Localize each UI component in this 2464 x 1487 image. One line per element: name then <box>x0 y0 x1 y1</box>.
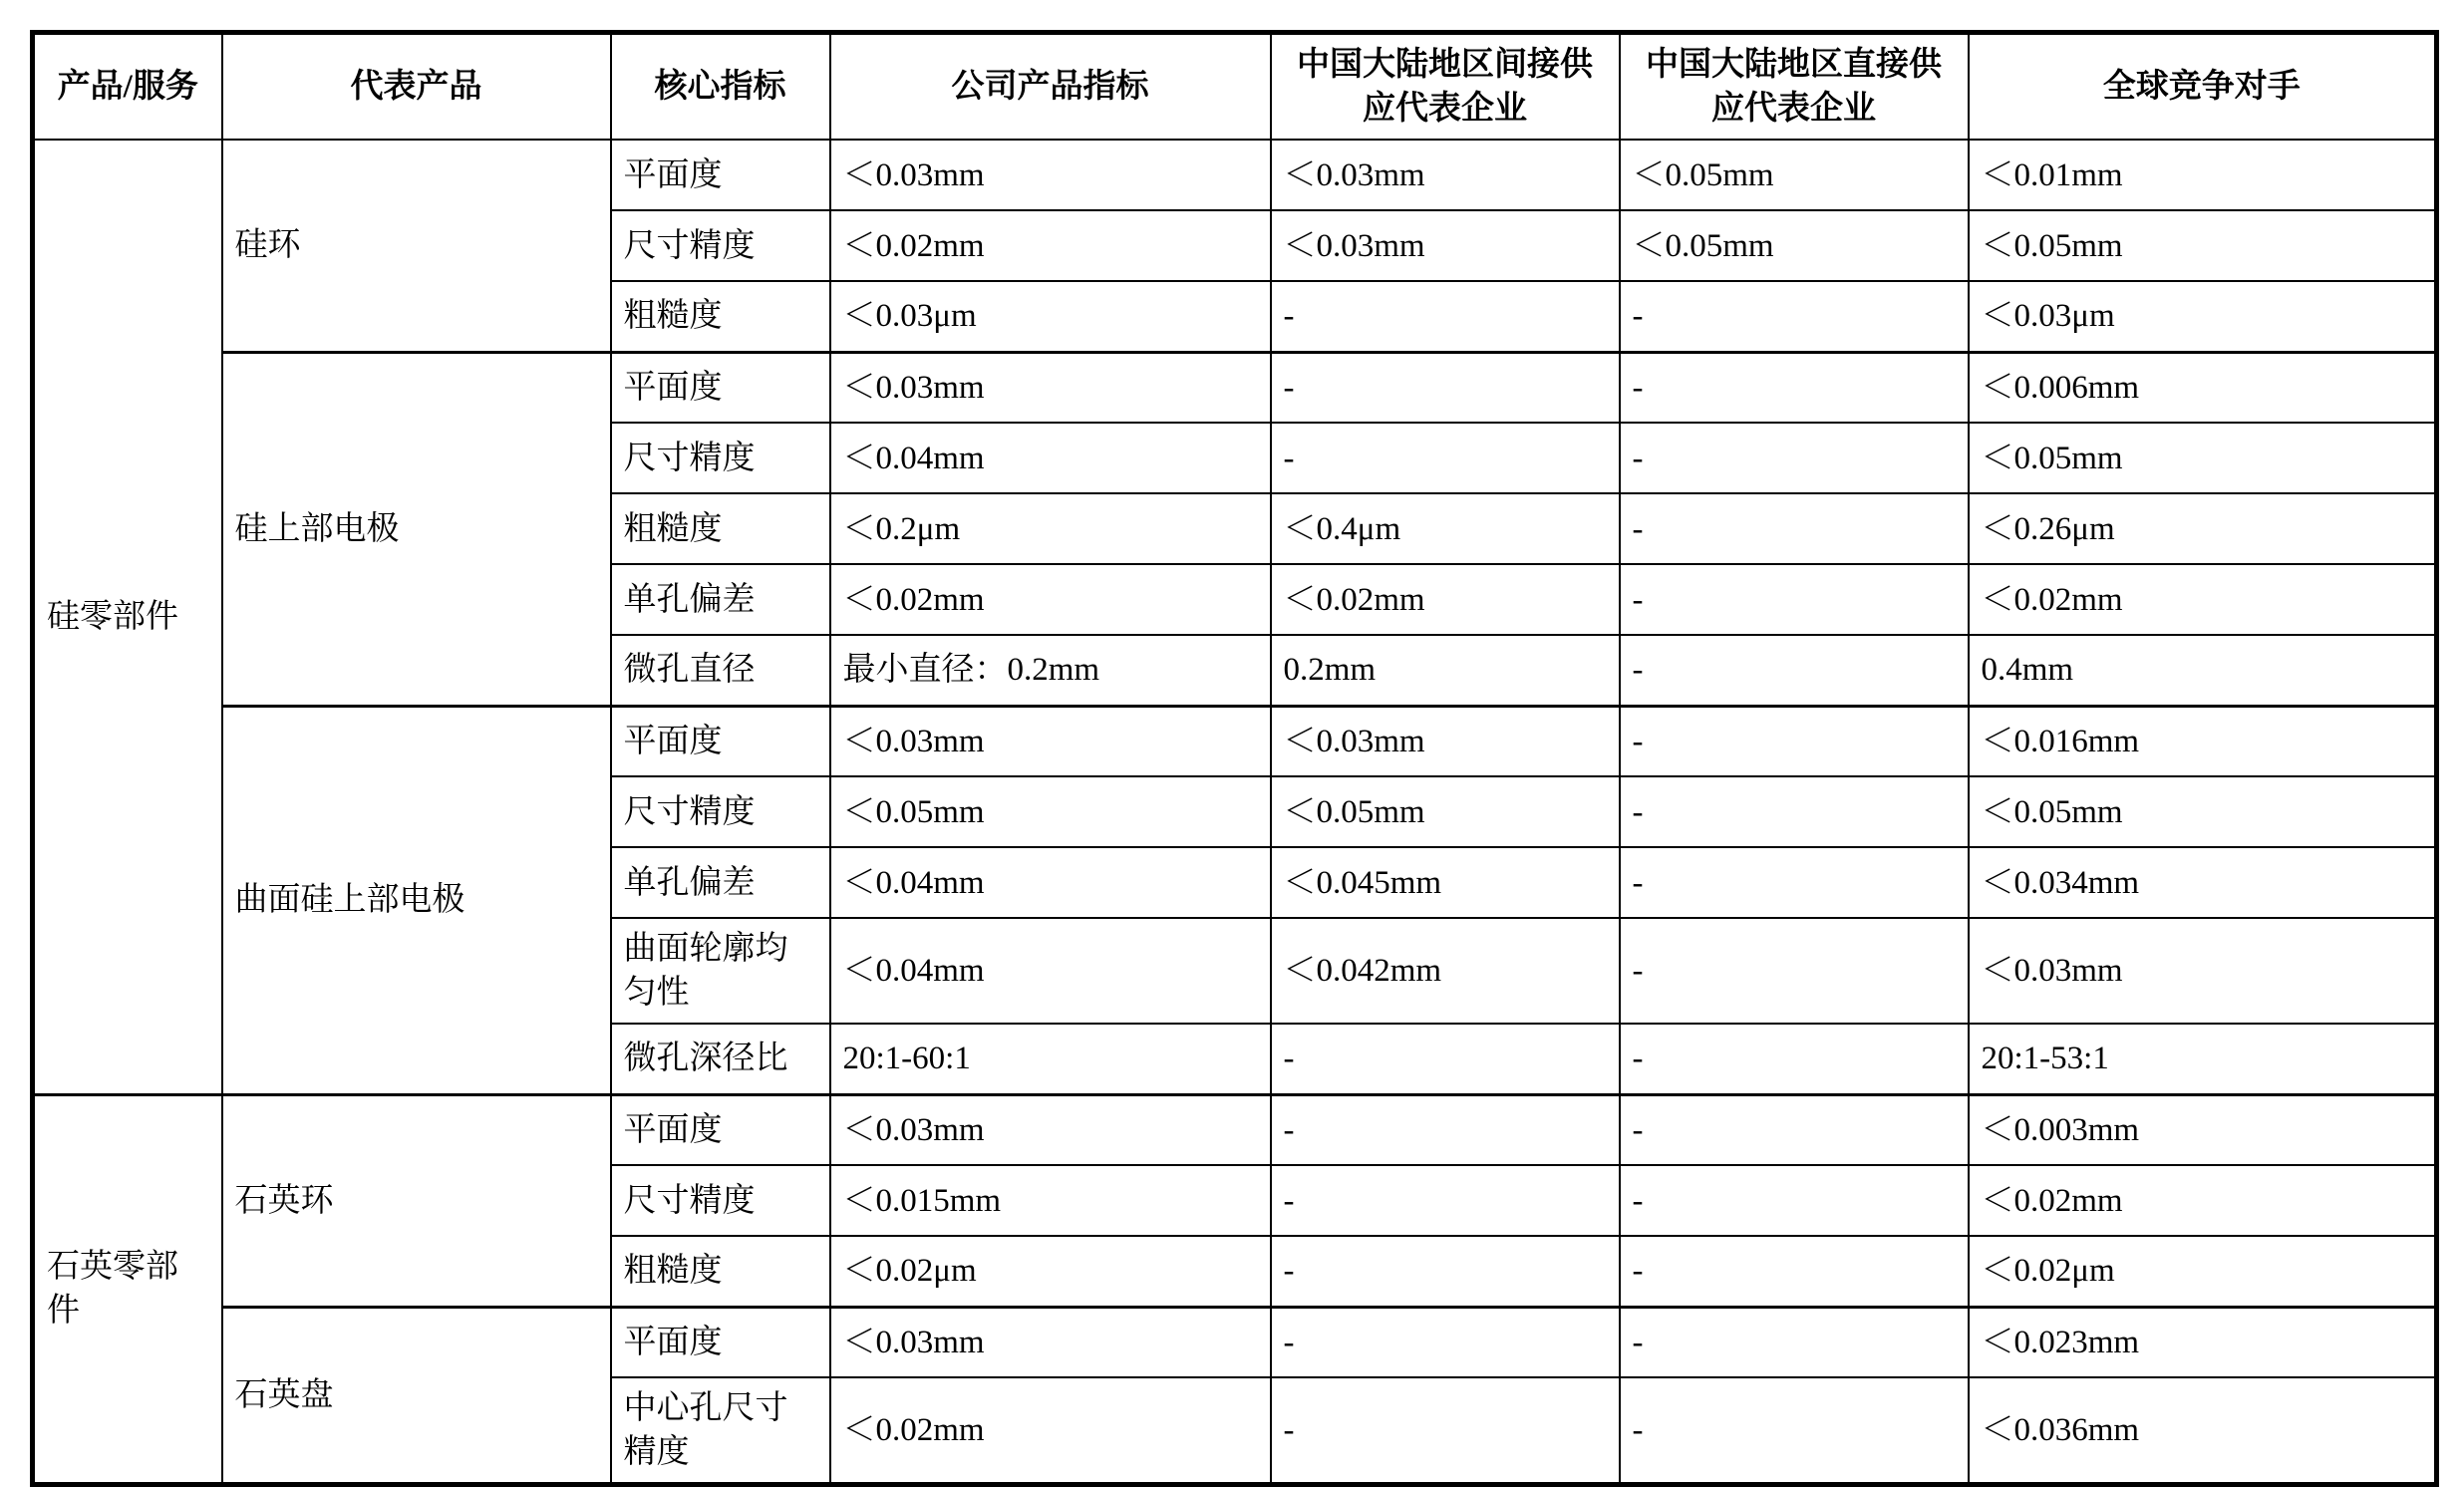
indirect-supply-cell: - <box>1271 1094 1620 1165</box>
table-row <box>33 706 2437 776</box>
company-value-cell: ＜0.04mm <box>830 423 1271 493</box>
category-cell: 石英零部件 <box>33 1094 222 1485</box>
indicator-cell: 粗糙度 <box>611 281 830 352</box>
indicator-cell: 粗糙度 <box>611 493 830 564</box>
global-competitor-cell: ＜0.02mm <box>1969 1165 2437 1236</box>
header-global-competitor: 全球竞争对手 <box>1969 33 2437 141</box>
indirect-supply-cell: - <box>1271 1307 1620 1377</box>
indirect-supply-cell: ＜0.4μm <box>1271 493 1620 564</box>
global-competitor-cell: 20:1-53:1 <box>1969 1024 2437 1094</box>
indicator-cell: 平面度 <box>611 1307 830 1377</box>
table-row <box>33 1094 2437 1165</box>
direct-supply-cell: - <box>1620 706 1969 776</box>
product-cell: 硅环 <box>222 140 611 352</box>
table-row <box>33 140 2437 210</box>
company-value-cell: ＜0.015mm <box>830 1165 1271 1236</box>
indicator-cell: 中心孔尺寸精度 <box>611 1377 830 1485</box>
spec-table-header <box>33 33 2437 141</box>
spec-table-body <box>33 140 2437 1485</box>
indirect-supply-cell: - <box>1271 1024 1620 1094</box>
header-direct-supply: 中国大陆地区直接供应代表企业 <box>1620 33 1969 141</box>
indirect-supply-cell: - <box>1271 1165 1620 1236</box>
company-value-cell: ＜0.03mm <box>830 352 1271 423</box>
direct-supply-cell: - <box>1620 1307 1969 1377</box>
company-value-cell: ＜0.03μm <box>830 281 1271 352</box>
company-value-cell: ＜0.02mm <box>830 210 1271 281</box>
indicator-cell: 粗糙度 <box>611 1236 830 1307</box>
spec-table <box>30 30 2439 1487</box>
header-indirect-supply: 中国大陆地区间接供应代表企业 <box>1271 33 1620 141</box>
indirect-supply-cell: - <box>1271 352 1620 423</box>
header-product-service: 产品/服务 <box>33 33 222 141</box>
indicator-cell: 单孔偏差 <box>611 847 830 918</box>
indirect-supply-cell: 0.2mm <box>1271 635 1620 706</box>
company-value-cell: ＜0.02μm <box>830 1236 1271 1307</box>
direct-supply-cell: - <box>1620 918 1969 1024</box>
indirect-supply-cell: - <box>1271 281 1620 352</box>
global-competitor-cell: 0.4mm <box>1969 635 2437 706</box>
indirect-supply-cell: - <box>1271 1377 1620 1485</box>
indicator-cell: 尺寸精度 <box>611 423 830 493</box>
global-competitor-cell: ＜0.023mm <box>1969 1307 2437 1377</box>
direct-supply-cell: - <box>1620 635 1969 706</box>
company-value-cell: ＜0.2μm <box>830 493 1271 564</box>
indicator-cell: 平面度 <box>611 352 830 423</box>
indicator-cell: 尺寸精度 <box>611 210 830 281</box>
global-competitor-cell: ＜0.036mm <box>1969 1377 2437 1485</box>
global-competitor-cell: ＜0.05mm <box>1969 776 2437 847</box>
direct-supply-cell: - <box>1620 281 1969 352</box>
company-value-cell: 最小直径：0.2mm <box>830 635 1271 706</box>
direct-supply-cell: - <box>1620 1024 1969 1094</box>
indirect-supply-cell: - <box>1271 423 1620 493</box>
direct-supply-cell: - <box>1620 847 1969 918</box>
company-value-cell: ＜0.03mm <box>830 140 1271 210</box>
indicator-cell: 尺寸精度 <box>611 1165 830 1236</box>
direct-supply-cell: - <box>1620 1165 1969 1236</box>
indicator-cell: 平面度 <box>611 1094 830 1165</box>
indirect-supply-cell: ＜0.03mm <box>1271 140 1620 210</box>
direct-supply-cell: ＜0.05mm <box>1620 140 1969 210</box>
product-cell: 硅上部电极 <box>222 352 611 706</box>
indirect-supply-cell: ＜0.045mm <box>1271 847 1620 918</box>
global-competitor-cell: ＜0.003mm <box>1969 1094 2437 1165</box>
indicator-cell: 曲面轮廓均匀性 <box>611 918 830 1024</box>
global-competitor-cell: ＜0.02mm <box>1969 564 2437 635</box>
company-value-cell: ＜0.04mm <box>830 918 1271 1024</box>
company-value-cell: ＜0.03mm <box>830 706 1271 776</box>
direct-supply-cell: ＜0.05mm <box>1620 210 1969 281</box>
header-company-indicator: 公司产品指标 <box>830 33 1271 141</box>
indicator-cell: 平面度 <box>611 140 830 210</box>
direct-supply-cell: - <box>1620 493 1969 564</box>
direct-supply-cell: - <box>1620 352 1969 423</box>
header-core-indicator: 核心指标 <box>611 33 830 141</box>
company-value-cell: ＜0.03mm <box>830 1307 1271 1377</box>
indicator-cell: 微孔深径比 <box>611 1024 830 1094</box>
company-value-cell: ＜0.04mm <box>830 847 1271 918</box>
direct-supply-cell: - <box>1620 564 1969 635</box>
indirect-supply-cell: ＜0.03mm <box>1271 210 1620 281</box>
indirect-supply-cell: ＜0.03mm <box>1271 706 1620 776</box>
company-value-cell: ＜0.03mm <box>830 1094 1271 1165</box>
indicator-cell: 微孔直径 <box>611 635 830 706</box>
product-cell: 石英环 <box>222 1094 611 1307</box>
indirect-supply-cell: ＜0.042mm <box>1271 918 1620 1024</box>
header-representative: 代表产品 <box>222 33 611 141</box>
indirect-supply-cell: - <box>1271 1236 1620 1307</box>
company-value-cell: 20:1-60:1 <box>830 1024 1271 1094</box>
table-row <box>33 352 2437 423</box>
indicator-cell: 尺寸精度 <box>611 776 830 847</box>
direct-supply-cell: - <box>1620 1236 1969 1307</box>
category-cell: 硅零部件 <box>33 140 222 1094</box>
direct-supply-cell: - <box>1620 776 1969 847</box>
global-competitor-cell: ＜0.006mm <box>1969 352 2437 423</box>
header-row <box>33 33 2437 141</box>
global-competitor-cell: ＜0.03μm <box>1969 281 2437 352</box>
direct-supply-cell: - <box>1620 423 1969 493</box>
indicator-cell: 平面度 <box>611 706 830 776</box>
global-competitor-cell: ＜0.03mm <box>1969 918 2437 1024</box>
direct-supply-cell: - <box>1620 1094 1969 1165</box>
direct-supply-cell: - <box>1620 1377 1969 1485</box>
product-cell: 曲面硅上部电极 <box>222 706 611 1094</box>
company-value-cell: ＜0.05mm <box>830 776 1271 847</box>
global-competitor-cell: ＜0.05mm <box>1969 210 2437 281</box>
global-competitor-cell: ＜0.016mm <box>1969 706 2437 776</box>
indicator-cell: 单孔偏差 <box>611 564 830 635</box>
table-row <box>33 1307 2437 1377</box>
global-competitor-cell: ＜0.01mm <box>1969 140 2437 210</box>
product-cell: 石英盘 <box>222 1307 611 1485</box>
global-competitor-cell: ＜0.05mm <box>1969 423 2437 493</box>
global-competitor-cell: ＜0.034mm <box>1969 847 2437 918</box>
global-competitor-cell: ＜0.02μm <box>1969 1236 2437 1307</box>
company-value-cell: ＜0.02mm <box>830 1377 1271 1485</box>
indirect-supply-cell: ＜0.02mm <box>1271 564 1620 635</box>
indirect-supply-cell: ＜0.05mm <box>1271 776 1620 847</box>
company-value-cell: ＜0.02mm <box>830 564 1271 635</box>
global-competitor-cell: ＜0.26μm <box>1969 493 2437 564</box>
